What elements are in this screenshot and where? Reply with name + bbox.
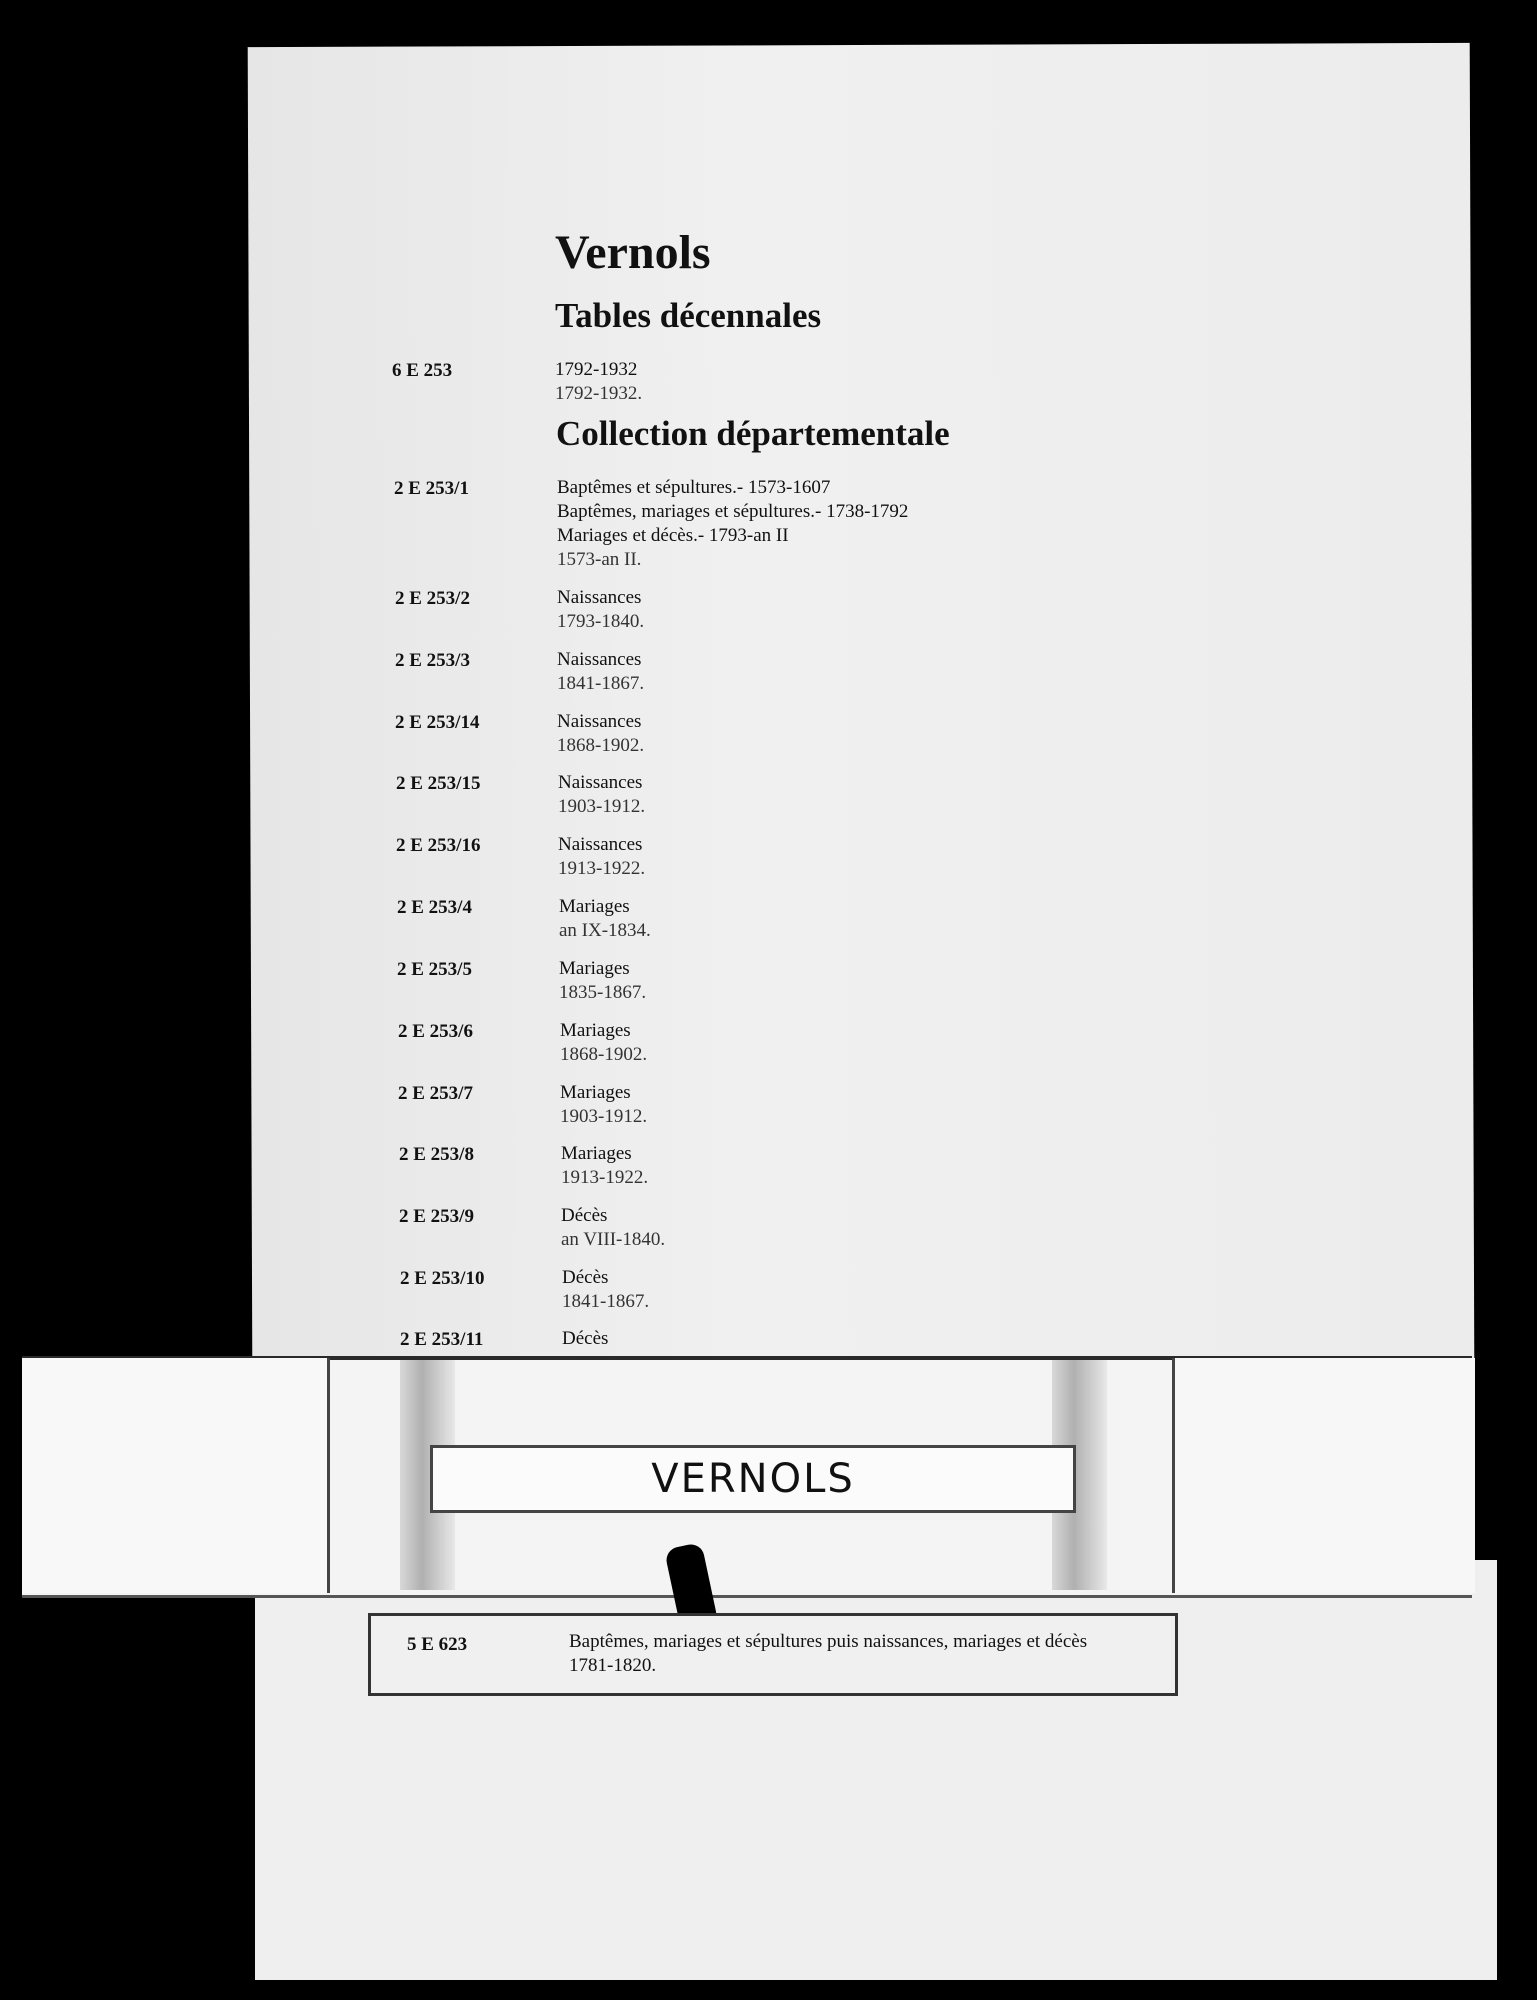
band-right-flap — [1172, 1358, 1475, 1593]
entry-dates: 1793-1840. — [557, 611, 645, 632]
band-left-flap — [22, 1358, 330, 1593]
section-heading-collection: Collection départementale — [556, 414, 950, 453]
entry-cote: 2 E 253/5 — [397, 959, 472, 980]
entry-description — [560, 1019, 647, 1067]
entry-line: Baptêmes, mariages et sépultures.- 1738-1792 — [557, 501, 909, 522]
entry-cote: 5 E 623 — [407, 1634, 468, 1655]
entry-cote: 2 E 253/1 — [394, 478, 469, 499]
entry-description — [557, 476, 908, 572]
entry-cote: 2 E 253/15 — [396, 773, 481, 794]
entry-description — [558, 771, 645, 819]
entry-description — [557, 586, 644, 634]
entry-description — [559, 895, 651, 943]
entry-line: Baptêmes et sépultures.- 1573-1607 — [557, 477, 831, 498]
entry-dates: 1903-1912. — [558, 796, 646, 817]
entry-cote: 2 E 253/6 — [398, 1021, 473, 1042]
entry-description — [558, 833, 645, 881]
entry-description — [560, 1081, 647, 1129]
entry-description — [561, 1204, 665, 1252]
entry-dates: 1841-1867. — [557, 673, 645, 694]
framed-entry — [368, 1613, 1178, 1696]
entry-description — [562, 1266, 649, 1314]
entry-dates: 1792-1932. — [555, 383, 643, 404]
entry-line: Naissances — [557, 711, 642, 732]
entry-line: Mariages — [560, 1020, 631, 1041]
entry-description — [557, 710, 644, 758]
entry-line: Mariages — [560, 1082, 631, 1103]
entry-dates: 1913-1922. — [561, 1167, 649, 1188]
entry-line: Baptêmes, mariages et sépultures puis naissances, mariages et décès — [569, 1631, 1088, 1652]
entry-line: Naissances — [557, 649, 642, 670]
entry-description — [561, 1142, 648, 1190]
entry-description — [559, 957, 646, 1005]
entry-line: Naissances — [558, 772, 643, 793]
entry-description — [555, 358, 642, 406]
entry-dates: 1781-1820. — [569, 1655, 657, 1676]
entry-dates: 1841-1867. — [562, 1291, 650, 1312]
entry-line: Mariages — [559, 896, 630, 917]
entry-cote: 2 E 253/8 — [399, 1144, 474, 1165]
entry-line: Naissances — [558, 834, 643, 855]
entry-line: Décès — [562, 1328, 609, 1349]
archive-page — [248, 43, 1475, 1367]
entry-dates: 1913-1922. — [558, 858, 646, 879]
entry-description — [562, 1327, 608, 1351]
entry-dates: an IX-1834. — [559, 920, 651, 941]
section-heading-tables: Tables décennales — [555, 296, 822, 335]
entry-dates: an VIII-1840. — [561, 1229, 666, 1250]
entry-cote: 2 E 253/2 — [395, 588, 470, 609]
entry-cote: 2 E 253/14 — [395, 712, 480, 733]
entry-line: Naissances — [557, 587, 642, 608]
entry-dates: 1573-an II. — [557, 549, 642, 570]
entry-cote: 2 E 253/11 — [400, 1329, 484, 1350]
entry-line: 1792-1932 — [555, 359, 638, 380]
entry-cote: 2 E 253/7 — [398, 1083, 473, 1104]
entry-dates: 1868-1902. — [557, 735, 645, 756]
entry-description — [569, 1630, 1087, 1678]
entry-dates: 1835-1867. — [559, 982, 647, 1003]
entry-dates: 1903-1912. — [560, 1106, 648, 1127]
entry-line: Mariages — [561, 1143, 632, 1164]
entry-line: Décès — [562, 1267, 609, 1288]
handwritten-label — [430, 1445, 1076, 1513]
entry-cote: 2 E 253/4 — [397, 897, 472, 918]
entry-line: Décès — [561, 1205, 608, 1226]
entry-cote: 6 E 253 — [392, 360, 453, 381]
entry-description — [557, 648, 644, 696]
entry-line: Mariages — [559, 958, 630, 979]
entry-line: Mariages et décès.- 1793-an II — [557, 525, 789, 546]
page-title: Vernols — [555, 226, 711, 279]
entry-cote: 2 E 253/16 — [396, 835, 481, 856]
entry-cote: 2 E 253/9 — [399, 1206, 474, 1227]
label-text: VERNOLS — [651, 1456, 855, 1502]
entry-dates: 1868-1902. — [560, 1044, 648, 1065]
entry-cote: 2 E 253/10 — [400, 1268, 485, 1289]
entry-cote: 2 E 253/3 — [395, 650, 470, 671]
